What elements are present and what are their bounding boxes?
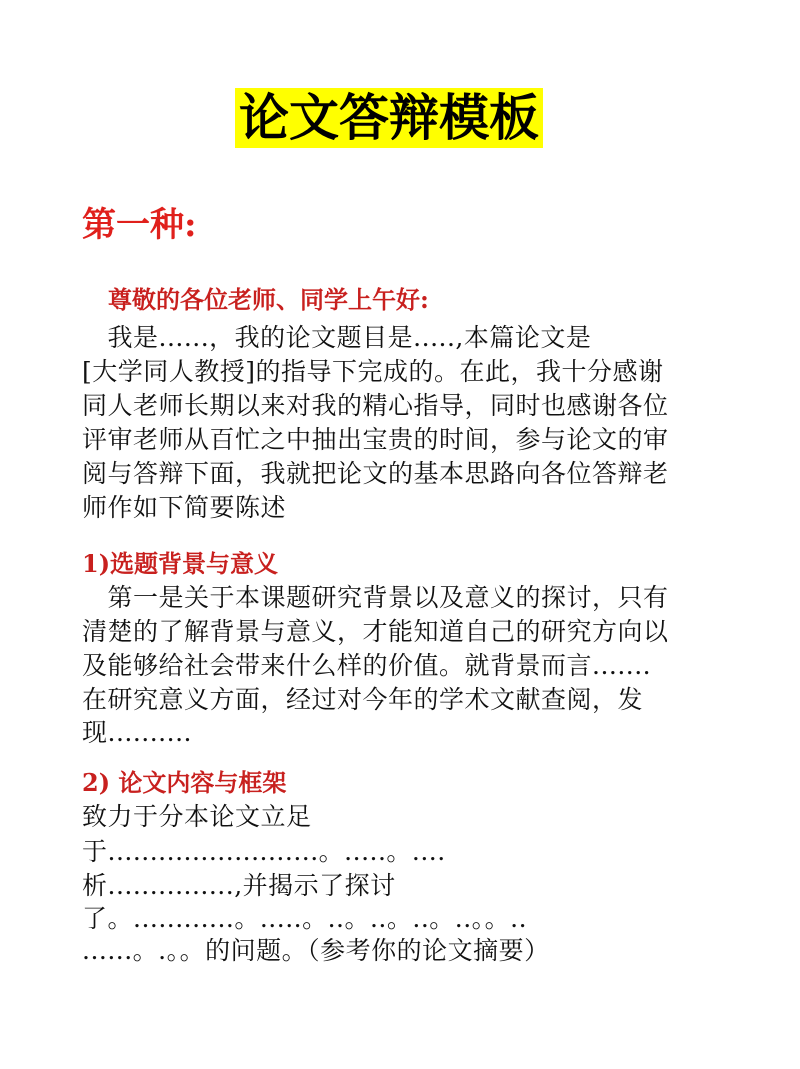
paragraph-line: 评审老师从百忙之中抽出宝贵的时间，参与论文的审 [82, 425, 669, 454]
paragraph-line: 致力于分本论文立足 [82, 802, 312, 831]
paragraph-line: 师作如下简要陈述 [82, 493, 287, 522]
paragraph-line: 于.........................。.....。.... [82, 837, 446, 866]
paragraph-line: ......。.。。的问题。（参考你的论文摘要） [82, 936, 550, 965]
paragraph-line: 阅与答辩下面，我就把论文的基本思路向各位答辩老 [82, 459, 669, 488]
paragraph-line: 在研究意义方面，经过对今年的学术文献查阅，发 [82, 685, 644, 714]
section-title: 第一种: [82, 205, 197, 245]
greeting-heading: 尊敬的各位老师、同学上午好: [108, 285, 429, 314]
paragraph-line: 现.......... [82, 718, 192, 747]
paragraph-line: [大学同人教授]的指导下完成的。在此，我十分感谢 [82, 357, 664, 386]
paragraph-line: 我是......，我的论文题目是.....,本篇论文是 [82, 323, 592, 352]
paragraph-line: 析...............,并揭示了探讨 [82, 871, 396, 900]
paragraph-line: 同人老师长期以来对我的精心指导，同时也感谢各位 [82, 391, 669, 420]
paragraph-line: 及能够给社会带来什么样的价值。就背景而言....... [82, 651, 652, 680]
part2-heading: 2) 论文内容与框架 [82, 768, 287, 797]
paragraph-line: 清楚的了解背景与意义，才能知道自己的研究方向以 [82, 617, 669, 646]
paragraph-line: 了。............。.....。..。..。..。..。。.. [82, 904, 528, 933]
paragraph-line: 第一是关于本课题研究背景以及意义的探讨，只有 [82, 583, 669, 612]
document-title: 论文答辩模板 [235, 88, 543, 148]
part1-heading: 1)选题背景与意义 [82, 549, 279, 578]
